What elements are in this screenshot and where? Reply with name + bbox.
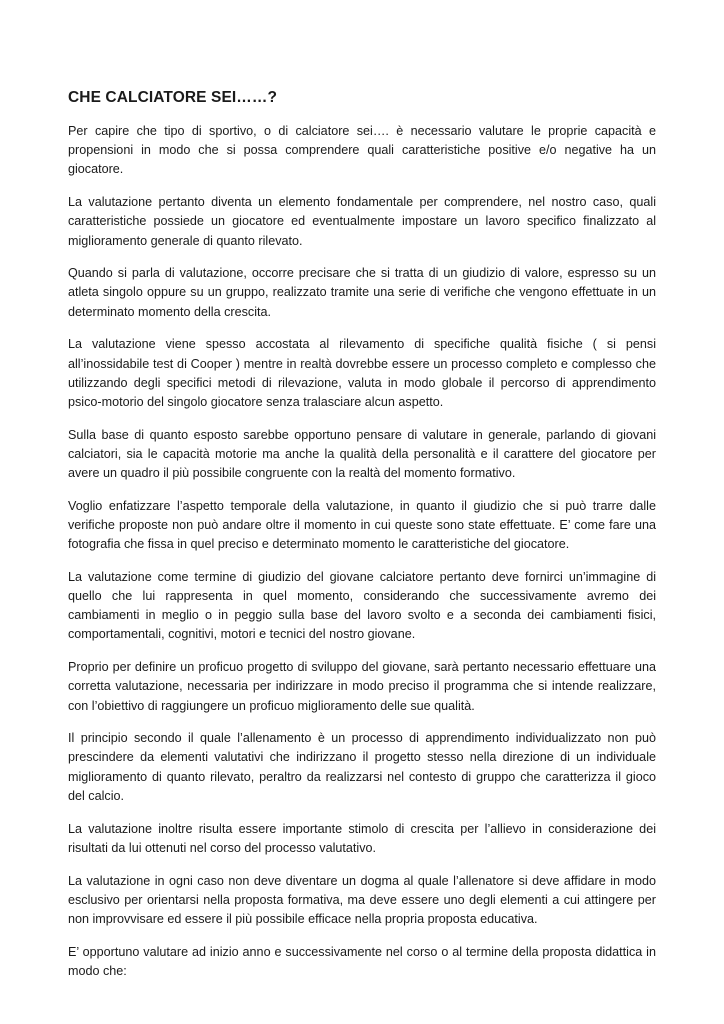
paragraph: La valutazione come termine di giudizio del giovane calciatore pertanto deve fornirci un’immagine di quello che lui rappresenta in quel momento, considerando che successivamente avremo dei cambiamenti in meglio o in peggio sulla base del lavoro svolto e a seconda dei cambiamenti fisici, comportamentali, cognitivi, motori e tecnici del nostro giovane. (68, 569, 656, 642)
paragraph: La valutazione in ogni caso non deve diventare un dogma al quale l’allenatore si deve affidare in modo esclusivo per orientarsi nella proposta formativa, ma deve essere uno degli elementi a cui attingere per non improvvisare ed essere il più possibile efficace nella propria proposta educativa. (68, 873, 656, 926)
page-title: CHE CALCIATORE SEI……? (68, 89, 278, 106)
paragraph: Proprio per definire un proficuo progetto di sviluppo del giovane, sarà pertanto necessario effettuare una corretta valutazione, necessaria per indirizzare in modo preciso il programma che si intende realizzare, con l’obiettivo di raggiungere un proficuo miglioramento delle sue qualità. (68, 660, 656, 713)
paragraph: La valutazione viene spesso accostata al rilevamento di specifiche qualità fisiche ( si pensi all’inossidabile test di Cooper ) mentre in realtà dovrebbe essere un processo completo e complesso che utilizzando degli specifici metodi di rilevazione, valuta in modo globale il percorso di apprendimento psico-motorio del singolo giocatore senza tralasciare alcun aspetto. (68, 337, 656, 409)
document-body (68, 122, 656, 995)
paragraph: Voglio enfatizzare l’aspetto temporale della valutazione, in quanto il giudizio che si può trarre dalle verifiche proposte non può andare oltre il momento in cui queste sono state effettuate. E’ come fare una fotografia che fissa in quel preciso e determinato momento le caratteristiche del giocatore. (68, 498, 656, 552)
paragraph: Sulla base di quanto esposto sarebbe opportuno pensare di valutare in generale, parlando di giovani calciatori, sia le capacità motorie ma anche la qualità della personalità e il carattere del giocatore per avere un quadro il più possibile congruente con la realtà del momento formativo. (68, 427, 656, 481)
paragraph: Per capire che tipo di sportivo, o di calciatore sei…. è necessario valutare le proprie capacità e propensioni in modo che si possa comprendere quali caratteristiche positive e/o negative ha un giocatore. (68, 124, 656, 177)
paragraph: Il principio secondo il quale l’allenamento è un processo di apprendimento individualizzato non può prescindere da elementi valutativi che indirizzano il progetto stesso nella direzione di un individuale miglioramento di quanto rilevato, peraltro da realizzarsi nel contesto di gruppo che caratterizza il gioco del calcio. (68, 731, 656, 803)
paragraph: La valutazione pertanto diventa un elemento fondamentale per comprendere, nel nostro caso, quali caratteristiche possiede un giocatore ed eventualmente impostare un lavoro specifico finalizzato al miglioramento generale di quanto rilevato. (68, 195, 656, 248)
paragraph: Quando si parla di valutazione, occorre precisare che si tratta di un giudizio di valore, espresso su un atleta singolo oppure su un gruppo, realizzato tramite una serie di verifiche che vengono effettuate in un determinato momento della crescita. (68, 266, 656, 319)
paragraph: La valutazione inoltre risulta essere importante stimolo di crescita per l’allievo in considerazione dei risultati da lui ottenuti nel corso del processo valutativo. (68, 821, 656, 855)
paragraph: E’ opportuno valutare ad inizio anno e successivamente nel corso o al termine della proposta didattica in modo che: (68, 944, 656, 978)
